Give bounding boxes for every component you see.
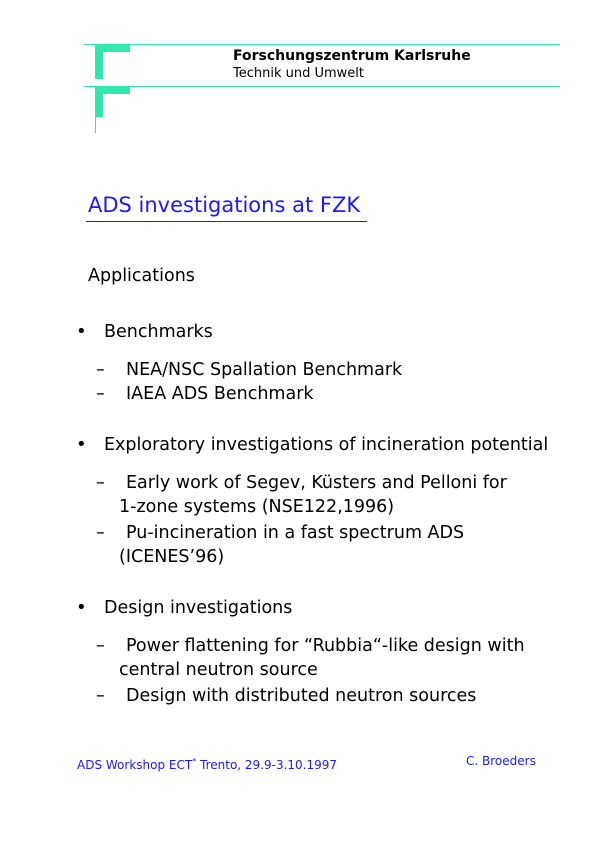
bullet-icon: • bbox=[76, 597, 87, 618]
footer-workshop bbox=[77, 754, 337, 773]
list-item: IAEA ADS Benchmark bbox=[126, 384, 314, 404]
header-rule-bottom bbox=[84, 86, 560, 87]
dash-icon: – bbox=[96, 523, 105, 543]
organization-division: Technik und Umwelt bbox=[233, 66, 365, 81]
section-heading-exploratory: Exploratory investigations of incineration potential bbox=[104, 435, 549, 455]
bullet-icon: • bbox=[76, 434, 87, 455]
title-underline bbox=[86, 221, 367, 222]
dash-icon: – bbox=[96, 473, 105, 493]
list-item: Early work of Segev, Küsters and Pelloni for bbox=[126, 473, 507, 493]
dash-icon: – bbox=[96, 686, 105, 706]
section-heading-design: Design investigations bbox=[104, 598, 293, 618]
logo-stem bbox=[95, 117, 96, 133]
footer-author: C. Broeders bbox=[466, 754, 536, 768]
dash-icon: – bbox=[96, 636, 105, 656]
list-item: Pu-incineration in a fast spectrum ADS bbox=[126, 523, 465, 543]
section-heading-benchmarks: Benchmarks bbox=[104, 322, 213, 342]
list-item: NEA/NSC Spallation Benchmark bbox=[126, 360, 403, 380]
footer-workshop-prefix: ADS Workshop ECT bbox=[77, 758, 193, 772]
logo-bar-top bbox=[95, 45, 130, 52]
dash-icon: – bbox=[96, 384, 105, 404]
slide-subtitle: Applications bbox=[88, 266, 195, 286]
list-item-continuation: (ICENES’96) bbox=[119, 547, 225, 567]
header-rule-top bbox=[84, 44, 560, 45]
dash-icon: – bbox=[96, 360, 105, 380]
organization-name: Forschungszentrum Karlsruhe bbox=[233, 48, 471, 64]
list-item-continuation: 1-zone systems (NSE122,1996) bbox=[119, 497, 395, 517]
footer-workshop-suffix: Trento, 29.9-3.10.1997 bbox=[196, 758, 338, 772]
list-item-continuation: central neutron source bbox=[119, 660, 318, 680]
footer-workshop-sup: * bbox=[192, 757, 197, 766]
list-item: Power flattening for “Rubbia“-like design with bbox=[126, 636, 525, 656]
slide-title: ADS investigations at FZK bbox=[88, 193, 361, 217]
logo-bar-top-lower bbox=[95, 87, 130, 94]
list-item: Design with distributed neutron sources bbox=[126, 686, 477, 706]
bullet-icon: • bbox=[76, 321, 87, 342]
